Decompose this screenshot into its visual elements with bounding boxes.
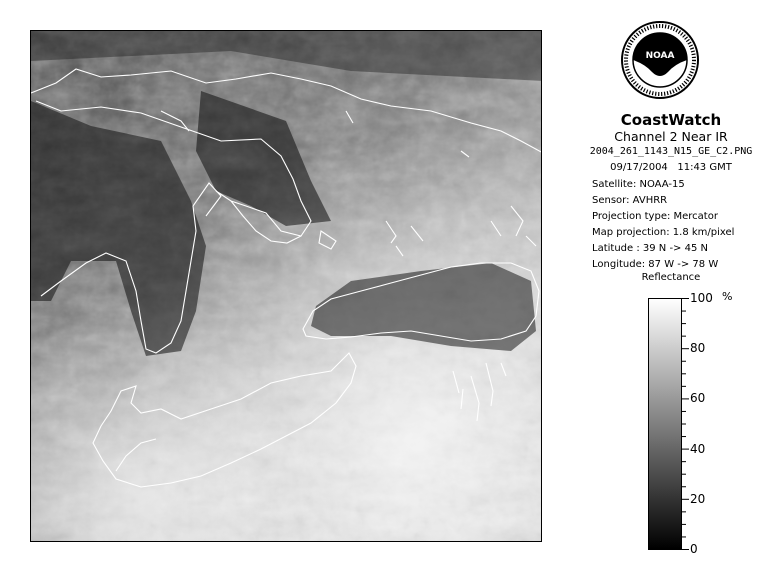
noaa-logo	[620, 20, 700, 100]
tick-label: 0	[690, 542, 698, 556]
tick-label: 100	[690, 291, 713, 305]
svg-text:NOAA: NOAA	[645, 51, 675, 61]
date-label: 09/17/2004	[610, 162, 668, 173]
satellite-image	[31, 31, 542, 542]
latitude-label: Latitude : 39 N -> 45 N	[592, 243, 708, 254]
colorbar-ticks	[682, 298, 690, 550]
legend-title: Reflectance	[641, 272, 701, 283]
product-title: CoastWatch	[620, 111, 722, 129]
channel-label: Channel 2 Near IR	[614, 129, 728, 144]
reflectance-colorbar	[648, 298, 682, 550]
map-projection-label: Map projection: 1.8 km/pixel	[592, 227, 735, 238]
tick-label: 20	[690, 491, 706, 506]
longitude-label: Longitude: 87 W -> 78 W	[592, 259, 719, 270]
filename-label: 2004_261_1143_N15_GE_C2.PNG	[589, 146, 753, 157]
legend-unit: %	[722, 290, 733, 303]
noaa-seal-icon	[620, 20, 700, 100]
satellite-map	[30, 30, 542, 542]
tick-label: 40	[690, 441, 706, 456]
sensor-label: Sensor: AVHRR	[592, 195, 668, 206]
datetime-label	[560, 162, 782, 173]
projection-type-label: Projection type: Mercator	[592, 211, 718, 222]
satellite-label: Satellite: NOAA-15	[592, 179, 685, 190]
tick-label: 80	[690, 341, 706, 356]
time-label: 11:43 GMT	[677, 162, 732, 173]
tick-label: 60	[690, 391, 706, 406]
